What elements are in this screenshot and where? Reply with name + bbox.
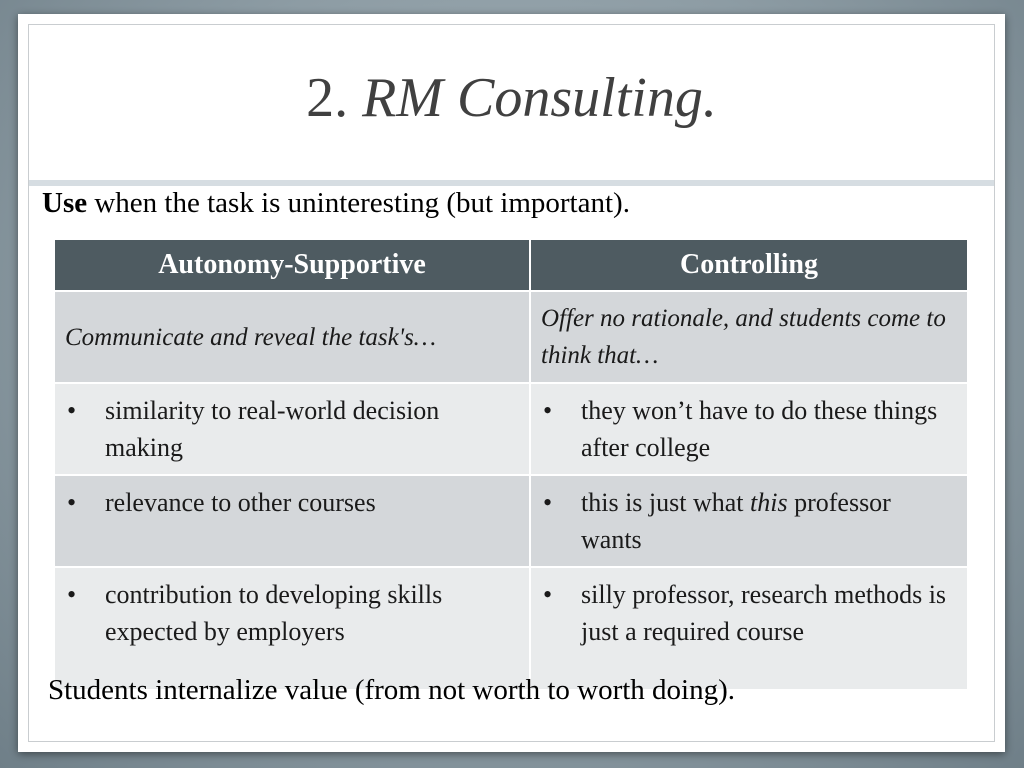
table-cell bbox=[55, 383, 530, 475]
table-cell bbox=[530, 475, 967, 567]
comparison-table bbox=[55, 240, 967, 689]
table-row bbox=[55, 567, 967, 689]
table-row bbox=[55, 383, 967, 475]
title-name: RM Consulting. bbox=[362, 67, 717, 129]
title-number: 2. bbox=[306, 67, 349, 129]
intro-cell-right: Offer no rationale, and students come to think that… bbox=[530, 291, 967, 383]
header-controlling: Controlling bbox=[530, 240, 967, 291]
bullet-icon: • bbox=[67, 488, 77, 517]
header-autonomy-supportive: Autonomy-Supportive bbox=[55, 240, 530, 291]
lead-bold: Use bbox=[42, 187, 88, 219]
slide-title bbox=[18, 67, 1005, 129]
cell-text-part: professor wants bbox=[581, 488, 891, 554]
table-header-row bbox=[55, 240, 967, 291]
cell-text-emphasis: this bbox=[750, 488, 788, 517]
title-divider bbox=[29, 180, 994, 186]
bullet-icon: • bbox=[67, 580, 77, 609]
table-cell bbox=[55, 567, 530, 689]
table-cell bbox=[55, 475, 530, 567]
cell-text: similarity to real-world decision making bbox=[105, 396, 440, 462]
footer-sentence: Students internalize value (from not worth to worth doing). bbox=[48, 674, 735, 706]
cell-text: silly professor, research methods is just a required course bbox=[581, 580, 947, 646]
bullet-icon: • bbox=[67, 396, 77, 425]
cell-text: they won’t have to do these things after college bbox=[581, 396, 938, 462]
table-row-intro bbox=[55, 291, 967, 383]
cell-text: contribution to developing skills expected by employers bbox=[105, 580, 443, 646]
table-row bbox=[55, 475, 967, 567]
bullet-icon: • bbox=[543, 396, 553, 425]
cell-text bbox=[581, 484, 957, 558]
cell-text: relevance to other courses bbox=[105, 488, 376, 517]
bullet-icon: • bbox=[543, 580, 553, 609]
table-cell bbox=[530, 567, 967, 689]
table-cell bbox=[530, 383, 967, 475]
bullet-icon: • bbox=[543, 488, 553, 517]
slide bbox=[18, 14, 1005, 752]
lead-sentence bbox=[42, 187, 630, 220]
intro-cell-left: Communicate and reveal the task's… bbox=[55, 291, 530, 383]
cell-text-part: this is just what bbox=[581, 488, 751, 517]
lead-text: when the task is uninteresting (but important). bbox=[87, 187, 630, 219]
